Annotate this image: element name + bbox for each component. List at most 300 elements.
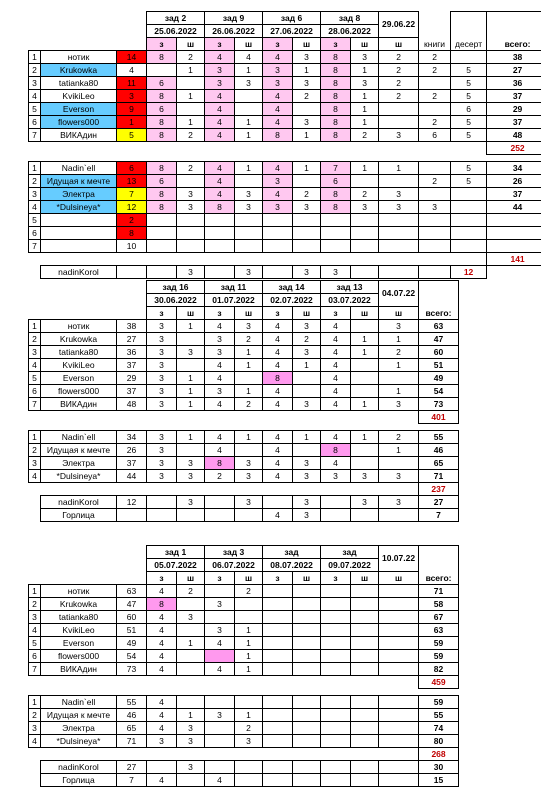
row-number: 4 [29, 624, 41, 637]
table-cell: 4 [321, 457, 351, 470]
row-total: 74 [419, 722, 459, 735]
table-cell: 4 [263, 346, 293, 359]
table-cell: 8 [147, 129, 177, 142]
table-cell: 1 [235, 116, 263, 129]
table-cell: 4 [263, 470, 293, 483]
table-cell: 3 [147, 470, 177, 483]
table-cell: 1 [351, 333, 379, 346]
table-cell: 4 [147, 585, 177, 598]
table-cell: 2 [379, 431, 419, 444]
table-cell: 3 [147, 735, 177, 748]
table-cell: 1 [293, 64, 321, 77]
row-number: 4 [29, 470, 41, 483]
table-cell [147, 761, 177, 774]
table-row [29, 162, 541, 175]
table-cell: 1 [177, 398, 205, 411]
table-cell [177, 696, 205, 709]
start-score: 60 [117, 611, 147, 624]
date-header: 30.06.2022 [147, 294, 205, 307]
table-cell [293, 650, 321, 663]
row-total: 37 [487, 116, 541, 129]
participant-name: Nadin`ell [41, 696, 117, 709]
sub-header: з [147, 307, 177, 320]
table-cell [379, 103, 419, 116]
row-number: 6 [29, 116, 41, 129]
table-cell [321, 696, 351, 709]
table-cell [293, 585, 321, 598]
table-cell [235, 611, 263, 624]
sub-header: з [321, 572, 351, 585]
start-score: 65 [117, 722, 147, 735]
table-cell [235, 214, 263, 227]
start-score: 1 [117, 116, 147, 129]
date-header: 26.06.2022 [205, 25, 263, 38]
table-cell [177, 359, 205, 372]
row-number: 2 [29, 175, 41, 188]
sub-header: ш [235, 572, 263, 585]
table-cell [263, 611, 293, 624]
table-cell: 1 [235, 637, 263, 650]
task-header: зад 2 [147, 12, 205, 25]
table-cell [293, 240, 321, 253]
table-cell: 2 [205, 470, 235, 483]
start-score: 34 [117, 431, 147, 444]
table-cell [351, 637, 379, 650]
participant-name: Электра [41, 722, 117, 735]
row-total: 59 [419, 696, 459, 709]
date-header: 10.07.22 [379, 546, 419, 572]
table-cell [379, 598, 419, 611]
table-cell: 4 [263, 431, 293, 444]
row-total: 54 [419, 385, 459, 398]
table-cell: 8 [205, 201, 235, 214]
table-cell [147, 240, 177, 253]
table-cell: 8 [147, 162, 177, 175]
table-cell [293, 709, 321, 722]
table-cell [379, 116, 419, 129]
task-header: зад 9 [205, 12, 263, 25]
start-score: 47 [117, 598, 147, 611]
table-cell: 8 [321, 201, 351, 214]
table-cell [263, 598, 293, 611]
group-total: 459 [419, 676, 459, 689]
row-number: 1 [29, 696, 41, 709]
row-total: 80 [419, 735, 459, 748]
start-score: 38 [117, 320, 147, 333]
table-cell [351, 372, 379, 385]
table-cell: 4 [321, 398, 351, 411]
table-cell [205, 509, 235, 522]
participant-name: ВИКАдин [41, 129, 117, 142]
table-cell: 1 [379, 444, 419, 457]
table-cell: 4 [263, 116, 293, 129]
row-total [487, 214, 541, 227]
table-cell: 3 [177, 761, 205, 774]
sub-header: ш [351, 38, 379, 51]
extra-participant-row [29, 761, 459, 774]
row-total [487, 227, 541, 240]
table-cell: 2 [379, 51, 419, 64]
table-cell: 3 [177, 496, 205, 509]
table-cell: 2 [419, 64, 451, 77]
table-cell [321, 496, 351, 509]
table-cell: 4 [205, 372, 235, 385]
table-row [29, 333, 459, 346]
date-header: 25.06.2022 [147, 25, 205, 38]
table-cell: 4 [321, 372, 351, 385]
table-cell: 2 [419, 90, 451, 103]
column-header-total: всего: [487, 12, 541, 51]
table-cell: 2 [351, 188, 379, 201]
start-score: 29 [117, 372, 147, 385]
table-cell: 3 [293, 509, 321, 522]
table-cell: 3 [351, 77, 379, 90]
participant-name: tatianka80 [41, 611, 117, 624]
row-total: 15 [419, 774, 459, 787]
row-total: 37 [487, 188, 541, 201]
group-total: 141 [487, 253, 541, 266]
table-cell [263, 650, 293, 663]
table-cell: 2 [351, 129, 379, 142]
table-cell: 3 [379, 129, 419, 142]
table-cell [263, 735, 293, 748]
table-cell: 4 [147, 696, 177, 709]
table-cell: 8 [321, 64, 351, 77]
table-cell: 7 [117, 774, 147, 787]
table-cell: 1 [177, 90, 205, 103]
table-cell [351, 624, 379, 637]
start-score: 4 [117, 64, 147, 77]
table-row [29, 709, 459, 722]
participant-name: tatianka80 [41, 77, 117, 90]
row-total: 44 [487, 201, 541, 214]
table-cell: 1 [177, 372, 205, 385]
table-cell: 2 [419, 175, 451, 188]
row-number: 1 [29, 585, 41, 598]
table-cell: 2 [235, 585, 263, 598]
table-cell [147, 496, 177, 509]
start-score: 10 [117, 240, 147, 253]
table-cell: 3 [379, 496, 419, 509]
row-number: 1 [29, 162, 41, 175]
table-cell [293, 696, 321, 709]
table-cell [379, 585, 419, 598]
table-cell: 3 [235, 470, 263, 483]
table-cell: 4 [147, 722, 177, 735]
sub-header: ш [235, 307, 263, 320]
table-cell: 4 [205, 90, 235, 103]
table-cell: 1 [351, 90, 379, 103]
table-cell: 8 [321, 90, 351, 103]
table-cell [263, 761, 293, 774]
table-cell: 1 [351, 398, 379, 411]
table-cell: 3 [177, 201, 205, 214]
table-cell [205, 735, 235, 748]
table-cell [263, 214, 293, 227]
table-cell [351, 722, 379, 735]
table-cell [263, 696, 293, 709]
table-cell [419, 240, 451, 253]
table-cell: 1 [379, 359, 419, 372]
table-cell: 1 [235, 650, 263, 663]
participant-name: Nadin`ell [41, 162, 117, 175]
table-cell: 8 [321, 77, 351, 90]
start-score: 26 [117, 444, 147, 457]
table-cell: 3 [321, 470, 351, 483]
start-score: 46 [117, 709, 147, 722]
sub-header: ш [379, 307, 419, 320]
table-row [29, 431, 459, 444]
sub-header: з [263, 38, 293, 51]
table-cell: 8 [263, 129, 293, 142]
row-total: 38 [487, 51, 541, 64]
row-number: 7 [29, 240, 41, 253]
table-cell [293, 385, 321, 398]
table-cell [235, 90, 263, 103]
table-cell: 4 [147, 709, 177, 722]
task-header: зад 3 [205, 546, 263, 559]
table-cell [263, 240, 293, 253]
table-cell [351, 444, 379, 457]
table-cell: 4 [263, 162, 293, 175]
table-cell: 6 [147, 175, 177, 188]
table-cell [263, 585, 293, 598]
participant-name: Идущая к мечте [41, 444, 117, 457]
group-total: 237 [419, 483, 459, 496]
table-cell [263, 496, 293, 509]
row-total: 65 [419, 457, 459, 470]
row-number: 4 [29, 359, 41, 372]
start-score: 27 [117, 333, 147, 346]
participant-name: *Dulsineya* [41, 201, 117, 214]
row-total: 73 [419, 398, 459, 411]
table-cell: 8 [321, 103, 351, 116]
table-cell [293, 637, 321, 650]
table-cell [177, 444, 205, 457]
table-cell: 3 [235, 457, 263, 470]
row-number: 2 [29, 598, 41, 611]
row-total: 82 [419, 663, 459, 676]
table-section-2 [28, 280, 459, 522]
row-total: 26 [487, 175, 541, 188]
table-cell: 3 [177, 346, 205, 359]
table-row [29, 90, 541, 103]
row-number: 3 [29, 611, 41, 624]
table-cell: 4 [321, 385, 351, 398]
start-score: 6 [117, 162, 147, 175]
task-header: зад 6 [263, 12, 321, 25]
participant-name: KvikiLeo [41, 90, 117, 103]
table-cell: 2 [177, 585, 205, 598]
table-cell: 3 [235, 201, 263, 214]
table-cell: 2 [379, 90, 419, 103]
participant-name [41, 227, 117, 240]
table-cell [351, 650, 379, 663]
table-cell [351, 240, 379, 253]
participant-name: Krukowka [41, 598, 117, 611]
table-row [29, 175, 541, 188]
table-row [29, 359, 459, 372]
table-cell [419, 227, 451, 240]
table-cell: 3 [293, 266, 321, 279]
table-cell: 4 [263, 359, 293, 372]
table-cell: 6 [419, 129, 451, 142]
row-number: 6 [29, 650, 41, 663]
table-cell: 6 [147, 77, 177, 90]
start-score: 3 [117, 90, 147, 103]
row-total: 27 [419, 496, 459, 509]
table-cell [379, 637, 419, 650]
table-cell [321, 650, 351, 663]
sub-header: з [321, 38, 351, 51]
sub-header: ш [379, 38, 419, 51]
table-cell: 4 [235, 51, 263, 64]
table-cell: 2 [379, 346, 419, 359]
participant-name: *Dulsineya* [41, 470, 117, 483]
table-cell [205, 650, 235, 663]
table-cell: 3 [147, 346, 177, 359]
table-cell: 1 [235, 162, 263, 175]
table-cell: 4 [263, 333, 293, 346]
participant-name: flowers000 [41, 650, 117, 663]
table-cell: 4 [205, 51, 235, 64]
group-total: 252 [487, 142, 541, 155]
date-header: 01.07.2022 [205, 294, 263, 307]
table-cell [177, 624, 205, 637]
table-cell [235, 509, 263, 522]
date-header: 29.06.22 [379, 12, 419, 38]
table-cell: 3 [379, 398, 419, 411]
table-cell: 1 [351, 162, 379, 175]
table-row [29, 385, 459, 398]
table-cell: 8 [147, 598, 177, 611]
sub-header: ш [351, 572, 379, 585]
table-cell [177, 333, 205, 346]
start-score: 8 [117, 227, 147, 240]
date-header: 08.07.2022 [263, 559, 321, 572]
table-cell: 8 [321, 444, 351, 457]
sub-header: ш [379, 572, 419, 585]
table-cell: 8 [321, 188, 351, 201]
table-cell: 4 [263, 509, 293, 522]
row-number: 5 [29, 637, 41, 650]
table-cell: 1 [293, 162, 321, 175]
table-cell: 8 [321, 116, 351, 129]
task-header: зад 8 [321, 12, 379, 25]
table-cell [379, 266, 419, 279]
table-cell [351, 761, 379, 774]
table-cell: 3 [293, 470, 321, 483]
table-cell: 4 [147, 637, 177, 650]
row-number: 5 [29, 214, 41, 227]
table-cell [293, 761, 321, 774]
table-cell: 4 [205, 320, 235, 333]
table-cell: 5 [451, 116, 487, 129]
table-cell: 4 [147, 650, 177, 663]
table-cell [351, 227, 379, 240]
table-cell: 3 [235, 735, 263, 748]
row-number: 3 [29, 77, 41, 90]
table-cell: 4 [205, 162, 235, 175]
table-cell: 4 [205, 637, 235, 650]
table-cell: 1 [235, 64, 263, 77]
table-cell [451, 201, 487, 214]
table-cell: 3 [351, 470, 379, 483]
table-cell: 3 [147, 385, 177, 398]
table-cell [235, 444, 263, 457]
table-cell: 4 [263, 51, 293, 64]
row-number: 3 [29, 188, 41, 201]
table-cell: 3 [205, 598, 235, 611]
table-cell [419, 103, 451, 116]
table-row [29, 457, 459, 470]
table-cell [451, 51, 487, 64]
start-score: 13 [117, 175, 147, 188]
table-cell: 3 [177, 611, 205, 624]
group-total: 268 [419, 748, 459, 761]
table-row [29, 735, 459, 748]
table-cell: 4 [205, 116, 235, 129]
sub-header: ш [177, 38, 205, 51]
sub-header: з [205, 307, 235, 320]
row-number: 7 [29, 398, 41, 411]
table-cell: 4 [205, 774, 235, 787]
extra-participant-row [29, 266, 541, 279]
start-score: 36 [117, 346, 147, 359]
table-cell [419, 266, 451, 279]
row-number: 5 [29, 103, 41, 116]
table-cell [293, 722, 321, 735]
participant-name: flowers000 [41, 385, 117, 398]
table-cell [177, 77, 205, 90]
table-cell: 8 [321, 51, 351, 64]
table-row [29, 624, 459, 637]
table-cell [205, 611, 235, 624]
participant-name: nadinKorol [41, 496, 117, 509]
table-cell [147, 509, 177, 522]
extra-participant-row [29, 774, 459, 787]
table-section-3 [28, 545, 459, 787]
row-total: 37 [487, 90, 541, 103]
table-cell: 3 [235, 188, 263, 201]
table-cell [351, 385, 379, 398]
table-row [29, 116, 541, 129]
table-cell [177, 103, 205, 116]
row-number: 2 [29, 64, 41, 77]
table-cell: 3 [205, 77, 235, 90]
table-cell: 1 [379, 333, 419, 346]
table-cell [117, 509, 147, 522]
table-cell: 3 [293, 346, 321, 359]
table-cell: 4 [205, 359, 235, 372]
table-cell [451, 227, 487, 240]
date-header: 02.07.2022 [263, 294, 321, 307]
participant-name: Krukowka [41, 333, 117, 346]
table-cell: 3 [293, 77, 321, 90]
table-cell [263, 774, 293, 787]
table-cell: 27 [117, 761, 147, 774]
row-total: 59 [419, 637, 459, 650]
table-cell: 1 [351, 346, 379, 359]
table-cell: 3 [293, 457, 321, 470]
table-cell: 1 [351, 103, 379, 116]
table-cell [379, 735, 419, 748]
table-cell: 3 [205, 333, 235, 346]
table-cell [263, 266, 293, 279]
table-cell [321, 637, 351, 650]
table-cell [379, 722, 419, 735]
table-cell [351, 359, 379, 372]
